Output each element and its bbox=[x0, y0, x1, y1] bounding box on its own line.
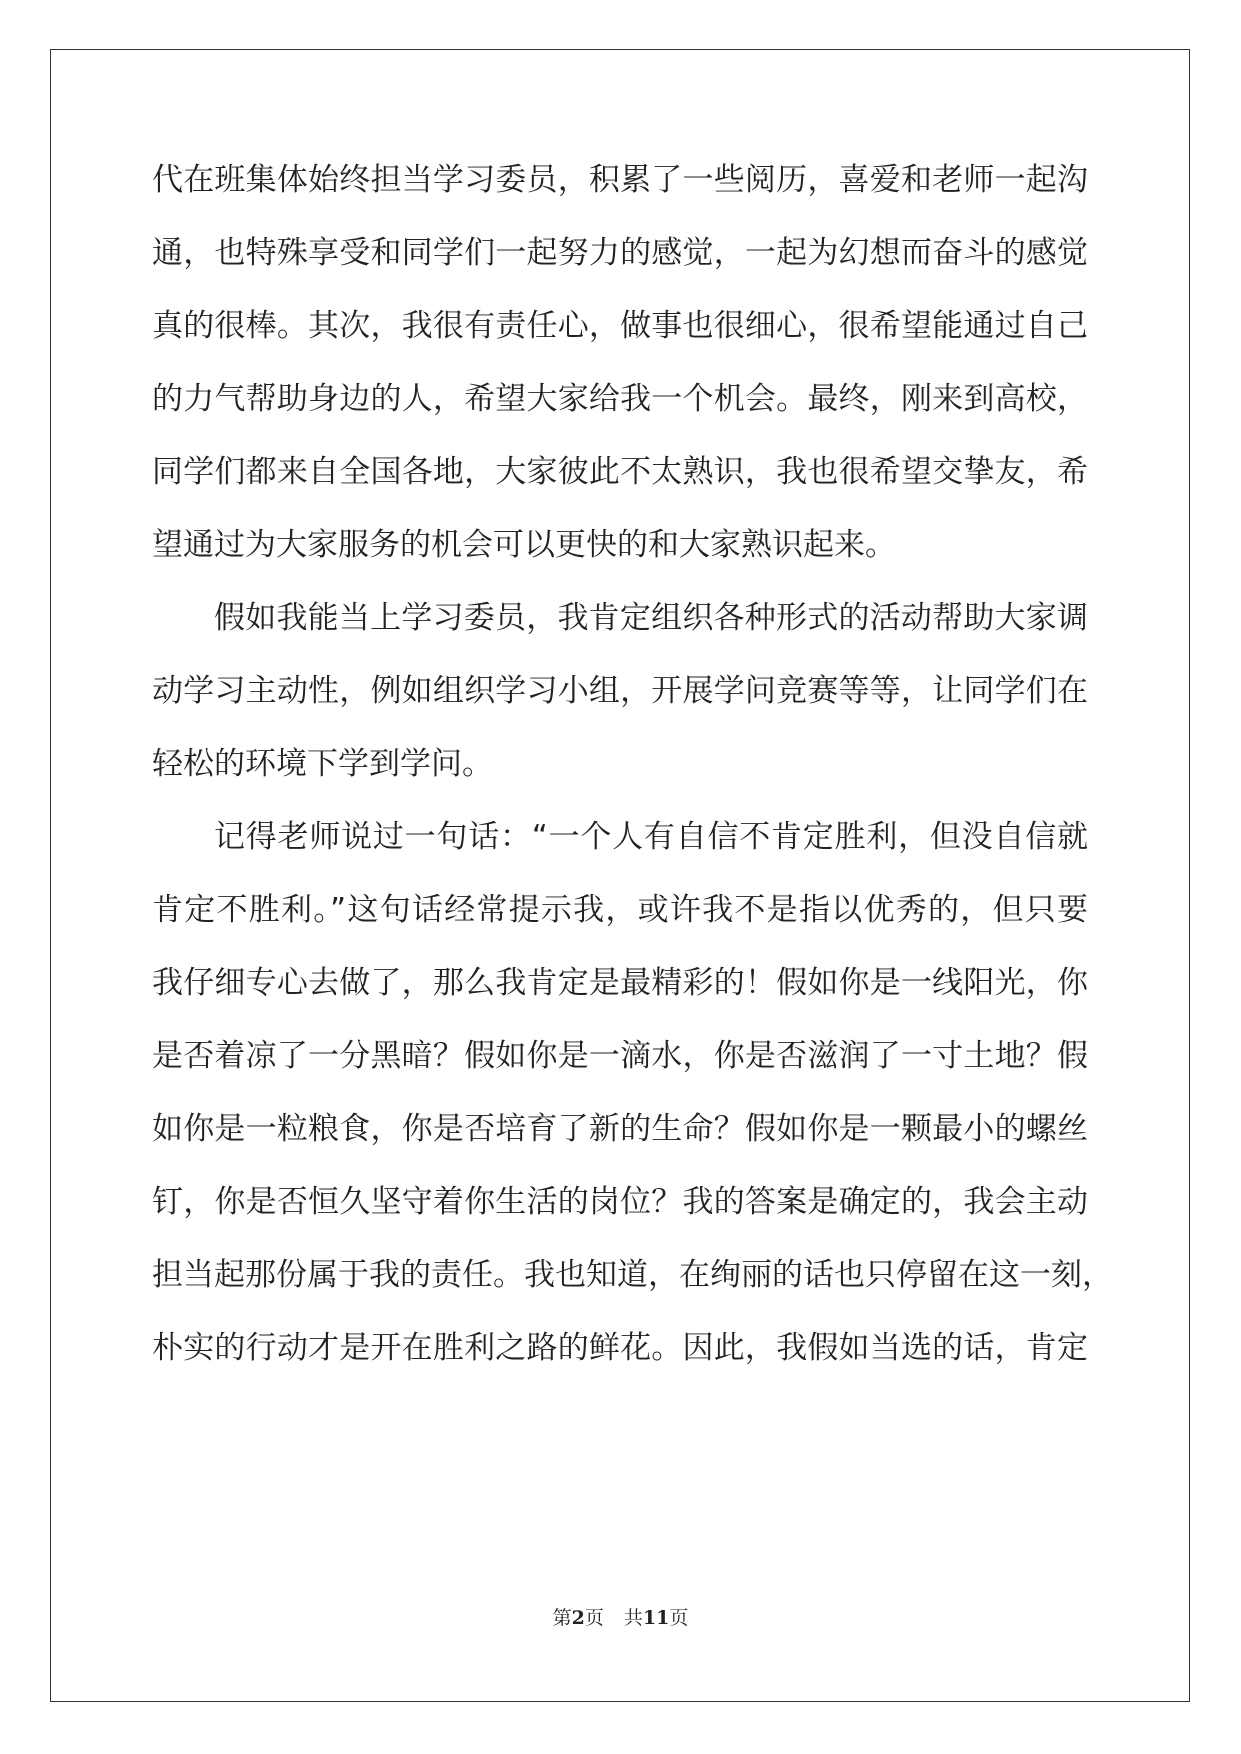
total-suffix: 页 bbox=[669, 1607, 689, 1629]
paragraph-first-line: 记得老师说过一句话：“一个人有自信不肯定胜利，但没自信就 bbox=[214, 819, 1088, 855]
text-line: 真的很棒。其次，我很有责任心，做事也很细心，很希望能通过自己 bbox=[152, 308, 1088, 344]
total-prefix: 共 bbox=[623, 1607, 643, 1629]
total-pages: 11 bbox=[642, 1607, 670, 1629]
text-line: 担当起那份属于我的责任。我也知道，在绚丽的话也只停留在这一刻， bbox=[152, 1257, 1113, 1293]
text-line: 轻松的环境下学到学问。 bbox=[152, 746, 493, 782]
text-line: 肯定不胜利。”这句话经常提示我，或许我不是指以优秀的，但只要 bbox=[152, 892, 1088, 928]
text-line: 朴实的行动才是开在胜利之路的鲜花。因此，我假如当选的话，肯定 bbox=[152, 1330, 1088, 1366]
page-prefix: 第 bbox=[552, 1607, 572, 1629]
text-line: 的力气帮助身边的人，希望大家给我一个机会。最终，刚来到高校， bbox=[152, 381, 1088, 417]
page-footer bbox=[0, 1606, 1241, 1630]
paragraph-first-line: 假如我能当上学习委员，我肯定组织各种形式的活动帮助大家调 bbox=[214, 600, 1088, 636]
text-line: 同学们都来自全国各地，大家彼此不太熟识，我也很希望交挚友，希 bbox=[152, 454, 1088, 490]
text-line: 如你是一粒粮食，你是否培育了新的生命？假如你是一颗最小的螺丝 bbox=[152, 1111, 1088, 1147]
text-line: 通，也特殊享受和同学们一起努力的感觉，一起为幻想而奋斗的感觉 bbox=[152, 235, 1088, 271]
text-line: 我仔细专心去做了，那么我肯定是最精彩的！假如你是一线阳光，你 bbox=[152, 965, 1088, 1001]
page-border bbox=[50, 49, 1190, 1702]
text-line: 代在班集体始终担当学习委员，积累了一些阅历，喜爱和老师一起沟 bbox=[152, 162, 1088, 198]
text-line: 钉，你是否恒久坚守着你生活的岗位？我的答案是确定的，我会主动 bbox=[152, 1184, 1088, 1220]
text-line: 动学习主动性，例如组织学习小组，开展学问竞赛等等，让同学们在 bbox=[152, 673, 1088, 709]
text-line: 望通过为大家服务的机会可以更快的和大家熟识起来。 bbox=[152, 527, 896, 563]
page-number: 2 bbox=[571, 1607, 585, 1629]
text-line: 是否着凉了一分黑暗？假如你是一滴水，你是否滋润了一寸土地？假 bbox=[152, 1038, 1088, 1074]
page-suffix: 页 bbox=[584, 1607, 604, 1629]
